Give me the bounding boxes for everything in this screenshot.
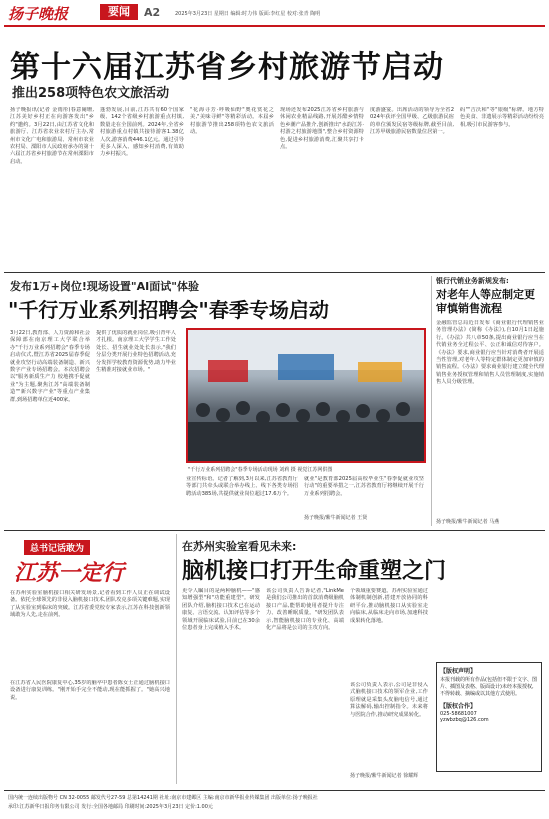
column-title: 江苏一定行 (14, 560, 125, 586)
brain-col-2: 该公司负责人告诉记者,"LinkMe是我们公司推出的首款消费级脑机接口产品,能帮助使用者提升专注力、改善睡眠质量。"研发团队表示,智能脑机接口的专业化、高端化产品将是公司的主攻方向。 (266, 588, 344, 632)
recruit-col-2: 提供了优质的就业岗位,吸引青年人才扎根。南京理工大学学生工作处处长、招生就业处处长表示,"我们分层分类开展行业特色招聘活动,充分发挥学校教育资源优势,助力毕业生精准对接就业市场。" (96, 330, 176, 374)
crowd-illustration (188, 330, 424, 461)
lead-col-6: 码""吉沃和"等"银级"标牌。地方特色美食、非遗展示等精彩活动纷纷亮相,吸引市民游客参与。 (460, 107, 544, 128)
recruit-kicker: 发布1万+岗位!现场设置"AI面试"体验 (10, 280, 199, 293)
recruit-col-4: 就业"是教育部2025届高校毕业生"春季促就业攻坚行动"的重要举措之一,江苏省教育厅将继续开展千行万业系列招聘会。 (304, 476, 424, 497)
recruit-photo-caption: "千行万业系列招聘会"春季专场活动现场 刘莉 摄 视觉江苏网供图 (188, 467, 333, 473)
recruit-author: 扬子晚报/紫牛新闻记者 王贤 (304, 515, 368, 521)
side-kicker: 银行代销业务新规发布: (436, 277, 509, 285)
section-divider-2 (4, 530, 545, 531)
brain-author: 扬子晚报/紫牛新闻记者 徐耀辉 (350, 773, 419, 779)
recruit-photo (186, 328, 426, 463)
masthead-meta: 2025年3月23日 星期日 编辑:时力伟 版面:李红星 校对:张青 陶明 (175, 11, 321, 17)
recruit-col-3: 业宣传标语。记者了解到,3月以来,江苏省教育厅等部门共牵头或联合举办线上、线下各类专场招聘活动385场,共提供就业岗位超过17.6万个。 (186, 476, 298, 497)
lead-headline: 第十六届江苏省乡村旅游节启动 (10, 50, 444, 85)
lead-col-4: 现场还发布2025江苏省乡村旅游与休闲农业精品线路,开展苏酷乡情特色乡潮产品推介,创新推出"水韵江苏·村游之村旅游地图",整合乡村资源特色,促进乡村旅游消费,汇聚共享打卡点。 (280, 107, 364, 151)
side-rule (431, 276, 432, 526)
lead-col-5: 度游盛宴。出席活动的领导为全省2024年获评全国甲级、乙级旅游民宿的单位颁发民宿等级标牌,截至目前,江苏甲级旅游民宿数量位居第一。 (370, 107, 454, 136)
brain-kicker: 在苏州实验室看见未来: (182, 540, 297, 553)
page-number: A2 (144, 6, 161, 19)
section-label: 要闻 (100, 4, 138, 20)
masthead-logo: 扬子晚报 (8, 5, 69, 23)
brain-col-1: 更令人瞩目的是两种脑机——"感知增强型"和"功能重建型"。研发团队介绍,脑机接口技术已在运动康复、言语交流、认知评估等多个领域开展临床试验,目前已在30余位患者身上完成植入手术。 (182, 588, 260, 632)
lead-subhead: 推出258项特色农文旅活动 (12, 86, 170, 101)
lead-col-1: 扬子晚报讯(记者 金雨彤)春意阑珊,江苏美好乡村正在向游客发出"乡约"邀约。3月22日,由江苏省文化和旅游厅、江苏省农业农村厅主办,常州市文化广电和旅游局、常州市农业农村局、溧阳市人民政府承办的第十六届江苏省乡村旅游节在常州溧阳市启动。 (10, 107, 94, 165)
column-body-2: 在江苏省人民医院康复中心,35岁的脑卒中患者陈女士正通过脑机接口设备进行康复训练。"刚开始手完全不能动,现在能抓握了。"她高兴地说。 (10, 680, 170, 701)
copyright-notice (436, 662, 542, 772)
recruit-col-1: 3月22日,教育部、人力资源和社会保障部在南京理工大学联合举办"千行万业系列招聘会"春季专场启动仪式,暨江苏省2025届春季促就业攻坚行动高端装备制造、新兴数字产业专场招聘会。本次招聘会以"服务新质生产力 校地携手促就业"为主题,聚焦江苏"高端装备制造""新兴数字产业"等重点产业集群,到场招聘单位近400家。 (10, 330, 90, 403)
masthead-rule (4, 25, 545, 27)
recruit-headline: "千行万业系列招聘会"春季专场启动 (8, 298, 329, 322)
brain-col-3: 个领域重要赛道。苏州实验室通过体制机制创新,搭建开放协同的科研平台,推动脑机接口从实验室走向临床,从临床走向市场,加速科技成果转化落地。 (350, 588, 428, 624)
column-body: 在苏州实验室脑机接口相关研发场景,记者看到工作人员正在调试设备。依托全球领先的非侵入脑机接口技术,团队攻克多项关键难题,实现了从实验室到临床的突破。江苏省委党校专家表示,江苏在科技创新领域敢为人先,走在前列。 (10, 590, 170, 619)
column-rule (176, 534, 177, 784)
notice-contact-title: 【版权合作】 (440, 703, 477, 710)
footer-rule (4, 790, 545, 791)
lead-col-3: "花海寻芳·呼吸仙野"奥花赏花之美,"美味寻鲜"等精彩活动。本届乡村旅游节推出258项特色农文旅活动。 (190, 107, 274, 136)
brain-headline: 脑机接口打开生命重塑之门 (182, 559, 447, 584)
masthead (0, 0, 549, 24)
notice-title: 【版权声明】 (440, 668, 477, 675)
side-author: 扬子晚报/紫牛新闻记者 马燕 (436, 519, 500, 525)
footer-line-1: 国内统一连续出版物号 CN 32-0055 邮发代号27-59 总第14241期 社址:南京市建邺区 主编:南京市新华报业传媒集团 出版单位:扬子晚报社 (8, 795, 318, 801)
side-headline: 对老年人等应制定更审慎销售流程 (436, 288, 535, 315)
brain-col-4: 该公司负责人表示,公司是非侵入式脑机接口技术的领军企业,工作原理就是采集头皮脑电信号,通过算法解码,输出控制指令。未来将与医院合作,推动研究成果转化。 (350, 682, 428, 718)
lead-col-2: 蓬勃发展,目前,江苏共有60个国家级、142个省级乡村旅游重点村镇,数量走在全国前列。2024年,全省乡村旅游重点村镇共接待游客1.38亿人次,游客消费446.1亿元。通过引导更多人深入、感知乡村消费,有效助力乡村振兴。 (100, 107, 184, 158)
column-label: 总书记话敢为 (24, 540, 90, 555)
notice-body: 本报刊载的所有作品(包括但不限于文字、图片、插图及表格、版面设计)未经本报授权,不得转载、摘编或以其他方式使用。 (440, 677, 537, 697)
side-body: 金融监管总局近日发布《商业银行代理销售业务管理办法》(简称《办法》),自10月1日起施行。《办法》共八章50条,提出商业银行应当在代销业务全过程公平、公正和诚信对待客户。《办法》要求,商业银行应当针对消费者开展适当性管理,对老年人等特定群体制定更加审慎的销售流程。《办法》要求商业银行建立健全代理销售业务授权管理和销售人员管理制度,实施销售人员分级管理。 (436, 320, 544, 386)
section-divider (4, 272, 545, 273)
notice-phone: 025-58681007 (440, 711, 477, 717)
notice-email: yzwbzbq@126.com (440, 717, 489, 723)
footer-line-2: 承印:江苏新华日报印务有限公司 发行:全国各地邮局 印刷时间:2025年3月23日 定价:1.00元 (8, 804, 213, 810)
